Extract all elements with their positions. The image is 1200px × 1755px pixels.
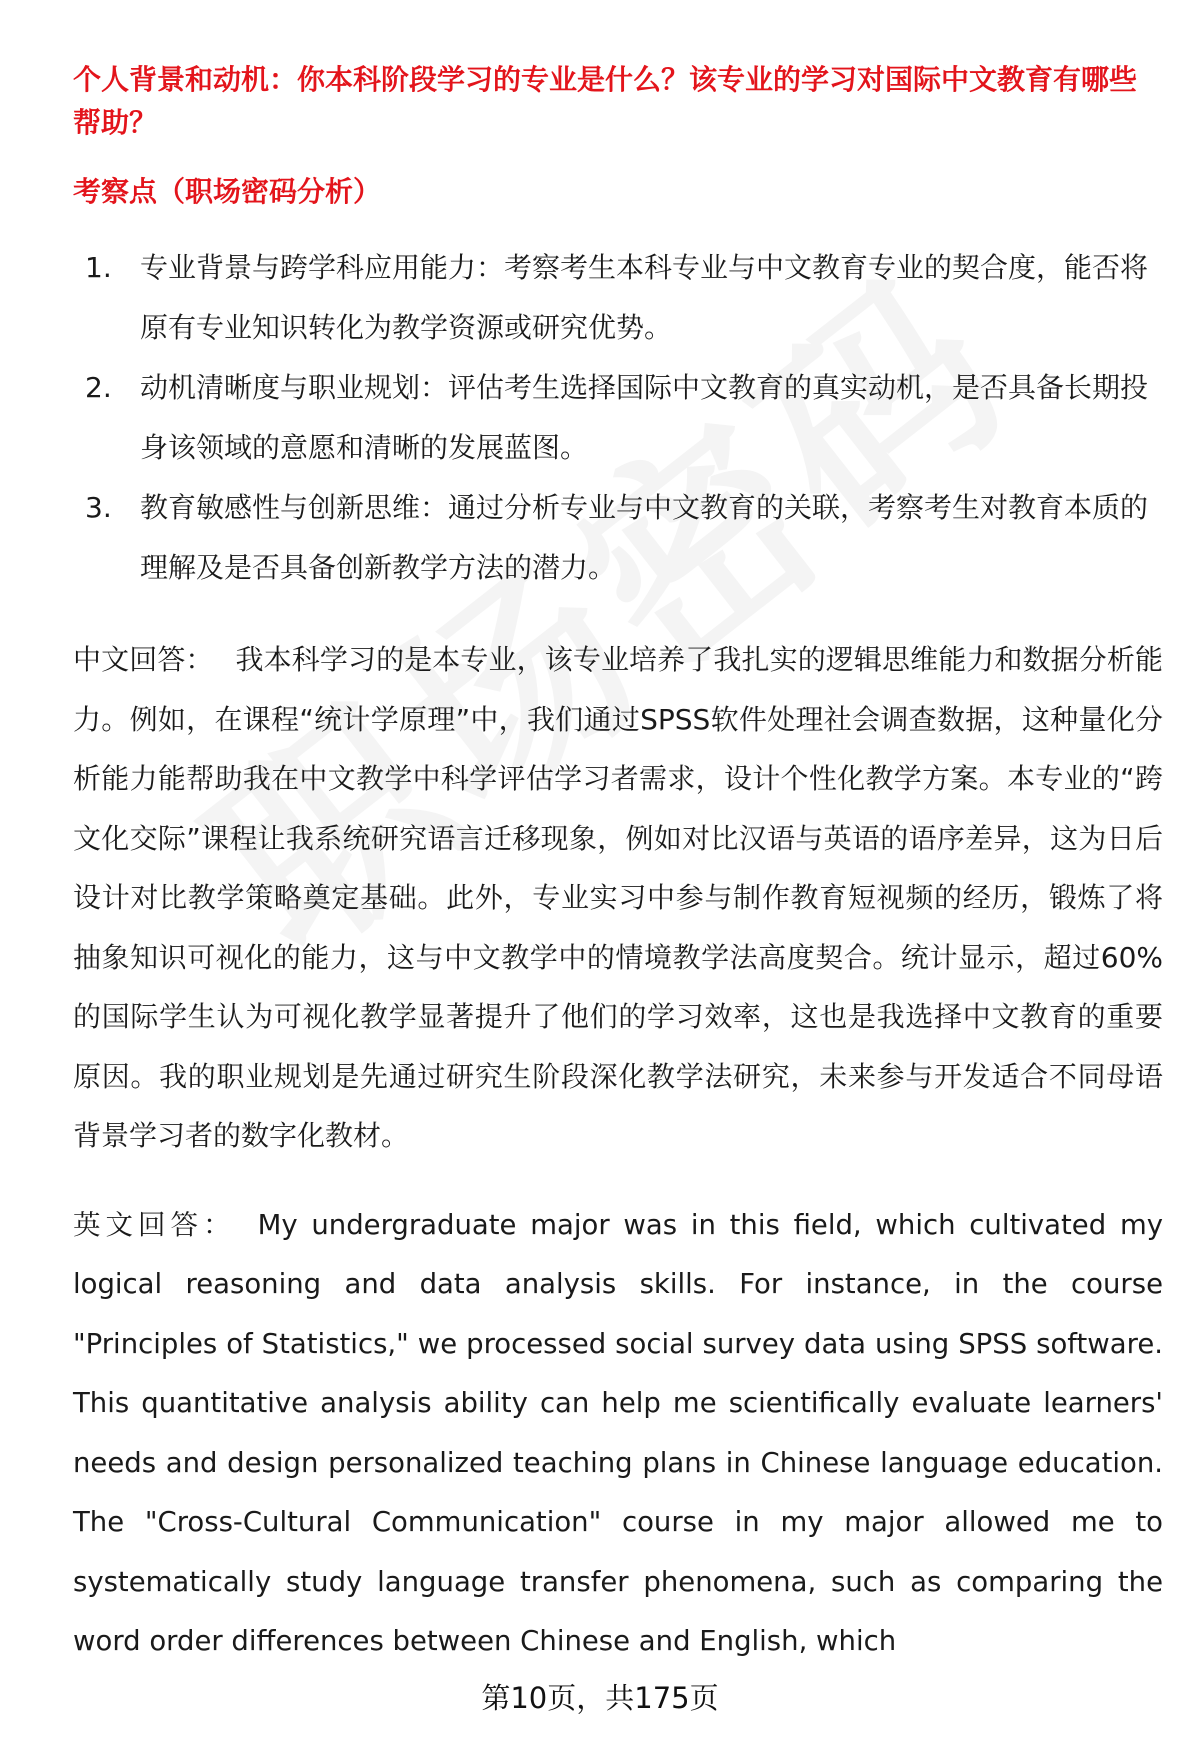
list-item-text: 动机清晰度与职业规划：评估考生选择国际中文教育的真实动机，是否具备长期投身该领域的意愿和清晰的发展蓝图。 <box>140 371 1149 464</box>
list-item <box>85 478 1163 598</box>
list-item-number: 1. <box>85 251 112 284</box>
page-footer: 第10页，共175页 <box>481 1681 719 1715</box>
list-item-number: 2. <box>85 371 112 404</box>
list-item-text: 教育敏感性与创新思维：通过分析专业与中文教育的关联，考察考生对教育本质的理解及是否具备创新教学方法的潜力。 <box>140 491 1149 584</box>
english-answer-text: My undergraduate major was in this field, which cultivated my logical reasoning and data analysis skills. For instance, in the course "Principles of Statistics," we processed social survey data using SPSS software. This quantitative analysis ability can help me scientifically evaluate learners' needs and design personalized teaching plans in Chinese language education. The "Cross-Cultural Communication" course in my major allowed me to systematically study language transfer phenomena, such as comparing the word order differences between Chinese and English, which <box>73 1208 1164 1657</box>
chinese-answer <box>73 630 1163 1166</box>
chinese-answer-text: 我本科学习的是本专业，该专业培养了我扎实的逻辑思维能力和数据分析能力。例如，在课程“统计学原理”中，我们通过SPSS软件处理社会调查数据，这种量化分析能力能帮助我在中文教学中科学评估学习者需求，设计个性化教学方案。本专业的“跨文化交际”课程让我系统研究语言迁移现象，例如对比汉语与英语的语序差异，这为日后设计对比教学策略奠定基础。此外，专业实习中参与制作教育短视频的经历，锻炼了将抽象知识可视化的能力，这与中文教学中的情境教学法高度契合。统计显示，超过60%的国际学生认为可视化教学显著提升了他们的学习效率，这也是我选择中文教育的重要原因。我的职业规划是先通过研究生阶段深化教学法研究，未来参与开发适合不同母语背景学习者的数字化教材。 <box>73 643 1163 1152</box>
english-answer-label: 英文回答： <box>73 1208 236 1241</box>
section-title: 考察点（职场密码分析） <box>73 175 382 208</box>
list-item <box>85 358 1163 478</box>
list-item <box>85 238 1163 358</box>
document-body <box>73 58 1163 1672</box>
assessment-points-list <box>73 238 1163 598</box>
chinese-answer-label: 中文回答： <box>73 643 214 676</box>
list-item-text: 专业背景与跨学科应用能力：考察考生本科专业与中文教育专业的契合度，能否将原有专业知识转化为教学资源或研究优势。 <box>140 251 1149 344</box>
list-item-number: 3. <box>85 491 112 524</box>
question-title: 个人背景和动机：你本科阶段学习的专业是什么？该专业的学习对国际中文教育有哪些帮助？ <box>73 63 1138 139</box>
english-answer <box>73 1196 1163 1672</box>
